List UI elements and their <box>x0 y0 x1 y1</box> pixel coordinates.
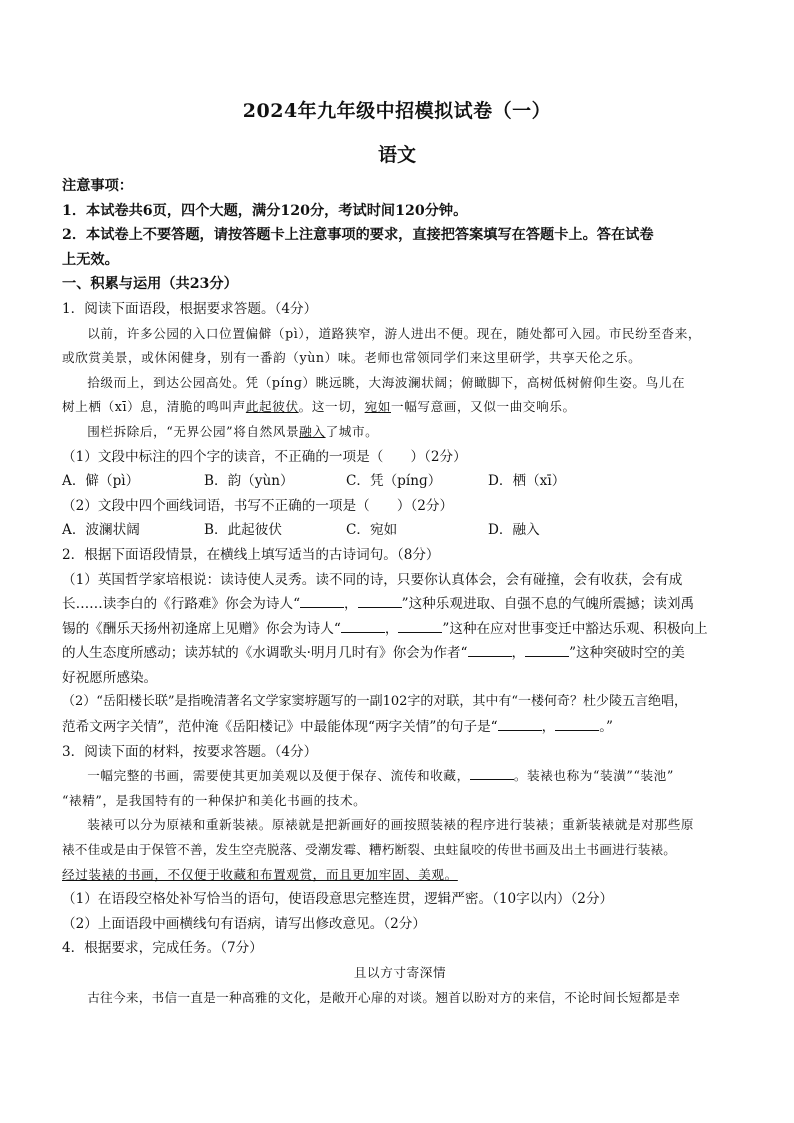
section-heading: 一、积累与运用（共23分） <box>62 276 238 293</box>
answer-blank[interactable] <box>498 718 542 731</box>
notice-heading: 注意事项： <box>62 178 133 194</box>
text: 范希文两字关情”，范仲淹《岳阳楼记》中最能体现“两字关情”的句子是“ <box>62 719 498 736</box>
answer-blank[interactable] <box>468 644 512 657</box>
q1-passage-line: 以前，许多公园的入口位置偏僻（pì），道路狭窄，游人进出不便。现在，随处都可入园。市民纷至沓来， <box>87 325 702 341</box>
underlined-word: 宛如 <box>364 399 391 415</box>
text: 长……读李白的《行路难》你会为诗人“ <box>62 596 301 613</box>
option-b: B．韵（yùn） <box>204 473 294 490</box>
q3-passage-line: 装裱可以分为原裱和重新装裱。原裱就是把新画好的画按照装裱的程序进行装裱；重新装裱就是对那些原 <box>87 817 695 833</box>
answer-blank[interactable] <box>300 595 344 608</box>
q2-text-line <box>62 592 738 617</box>
text: 树上栖（xī）息，清脆的鸣叫声 <box>62 399 246 415</box>
exam-title: 2024年九年级中招模拟试卷（一） <box>242 100 552 122</box>
text: ， <box>511 645 526 662</box>
answer-blank[interactable] <box>398 620 442 633</box>
option-c: C．凭（pínɡ） <box>346 473 442 490</box>
option-a: A．波澜状阔 <box>62 522 140 539</box>
text: 。这一切， <box>298 399 365 415</box>
question-3-stem: 3．阅读下面的材料，按要求答题。（4分） <box>62 743 318 760</box>
text: ”这种乐观进取、自强不息的气魄所震撼；读刘禹 <box>401 596 695 613</box>
q1-sub2: （2）文段中四个画线词语，书写不正确的一项是（ ）（2分） <box>62 497 454 514</box>
subject-title: 语文 <box>377 144 416 166</box>
q3-sub1: （1）在语段空格处补写恰当的语句，使语段意思完整连贯，逻辑严密。（10字以内）（2分） <box>62 891 614 908</box>
answer-blank[interactable] <box>358 595 402 608</box>
exam-content <box>62 174 738 1010</box>
q1-passage-line: 或欣赏美景，或休闲健身，别有一番韵（yùn）味。老师也常领同学们来这里研学，共享天伦之乐。 <box>62 350 642 366</box>
q3-passage-line <box>62 764 738 789</box>
answer-blank[interactable] <box>525 644 569 657</box>
q2-text-line <box>62 617 738 642</box>
q2-text-line: （2）“岳阳楼长联”是指晚清著名文学家窦垿题写的一副102字的对联，其中有“一楼何奇？杜少陵五言绝唱， <box>62 694 688 710</box>
answer-blank[interactable] <box>341 620 385 633</box>
notice-item-1: 1．本试卷共6页，四个大题，满分120分，考试时间120分钟。 <box>62 202 468 219</box>
text: ， <box>384 620 399 637</box>
question-1-stem: 1．阅读下面语段，根据要求答题。（4分） <box>62 300 318 317</box>
text: ”这种在应对世事变迁中豁达乐观、积极向上 <box>442 620 708 637</box>
q1-sub1: （1）文段中标注的四个字的读音，不正确的一项是（ ）（2分） <box>62 448 467 465</box>
text: ， <box>344 596 358 613</box>
option-d: D．融入 <box>488 522 540 539</box>
text: ；俯瞰脚下，高树低树俯仰生姿。鸟儿在 <box>447 374 686 390</box>
text: 了城市。 <box>325 423 379 439</box>
q2-text-line <box>62 715 738 740</box>
underlined-word: 融入 <box>299 423 326 439</box>
option-c: C．宛如 <box>346 522 398 539</box>
text: 围栏拆除后，“无界公园”将自然风景 <box>87 423 300 439</box>
q1-passage-line <box>62 395 738 420</box>
q3-sub2: （2）上面语段中画横线句有语病，请写出修改意见。（2分） <box>62 915 426 932</box>
q2-text-line: （1）英国哲学家培根说：读诗使人灵秀。读不同的诗，只要你认真体会，会有碰撞，会有收获，会有成 <box>62 571 683 588</box>
text: 的人生态度所感动；读苏轼的《水调歌头·明月几时有》你会为作者“ <box>62 645 468 662</box>
text: 。装裱也称为“装潢”“装池” <box>513 768 674 784</box>
q4-passage-title: 且以方寸寄深情 <box>353 965 447 980</box>
text: 一幅写意画，又似一曲交响乐。 <box>391 399 576 415</box>
q1-passage-line <box>62 371 738 396</box>
option-d: D．栖（xī） <box>488 473 566 490</box>
option-a: A．僻（pì） <box>62 473 140 490</box>
q3-passage-line: 裱不佳或是由于保管不善，发生空壳脱落、受潮发霉、糟朽断裂、虫蛀鼠咬的传世书画及出土书画进行装裱。 <box>62 842 677 858</box>
underlined-word: 此起彼伏 <box>245 399 299 415</box>
question-4-stem: 4．根据要求，完成任务。（7分） <box>62 940 263 957</box>
option-b: B．此起彼伏 <box>204 522 282 539</box>
q3-underlined-sentence: 经过装裱的书画，不仅便于收藏和布置观赏，而且更加牢固、美观。 <box>62 866 458 882</box>
underlined-word: 波澜状阔 <box>394 374 448 390</box>
notice-item-2a: 2．本试卷上不要答题，请按答题卡上注意事项的要求，直接把答案填写在答题卡上。答在试卷 <box>62 227 654 244</box>
text: 拾级而上，到达公园高处。凭（pínɡ）眺远眺，大海 <box>87 374 395 390</box>
q1-sub2-options <box>62 518 738 543</box>
q2-text-line: 好祝愿所感染。 <box>62 669 158 686</box>
q3-passage-line: “裱精”，是我国特有的一种保护和美化书画的技术。 <box>62 792 367 808</box>
q4-passage-line: 古往今来，书信一直是一种高雅的文化，是敞开心扉的对谈。翘首以盼对方的来信，不论时间长短都是幸 <box>87 989 681 1005</box>
q1-sub1-options <box>62 469 738 494</box>
question-2-stem: 2．根据下面语段情景，在横线上填写适当的古诗词句。（8分） <box>62 546 440 563</box>
answer-blank[interactable] <box>555 718 599 731</box>
q2-text-line <box>62 641 738 666</box>
answer-blank[interactable] <box>470 767 514 780</box>
text: ， <box>541 719 556 736</box>
text: 一幅完整的书画，需要使其更加美观以及便于保存、流传和收藏， <box>87 768 470 784</box>
text: ”这种突破时空的美 <box>569 645 685 662</box>
q1-passage-line <box>62 420 738 445</box>
text: 锡的《酬乐天扬州初逢席上见赠》你会为诗人“ <box>62 620 341 637</box>
notice-item-2b: 上无效。 <box>62 251 119 268</box>
text: 。” <box>599 719 613 736</box>
